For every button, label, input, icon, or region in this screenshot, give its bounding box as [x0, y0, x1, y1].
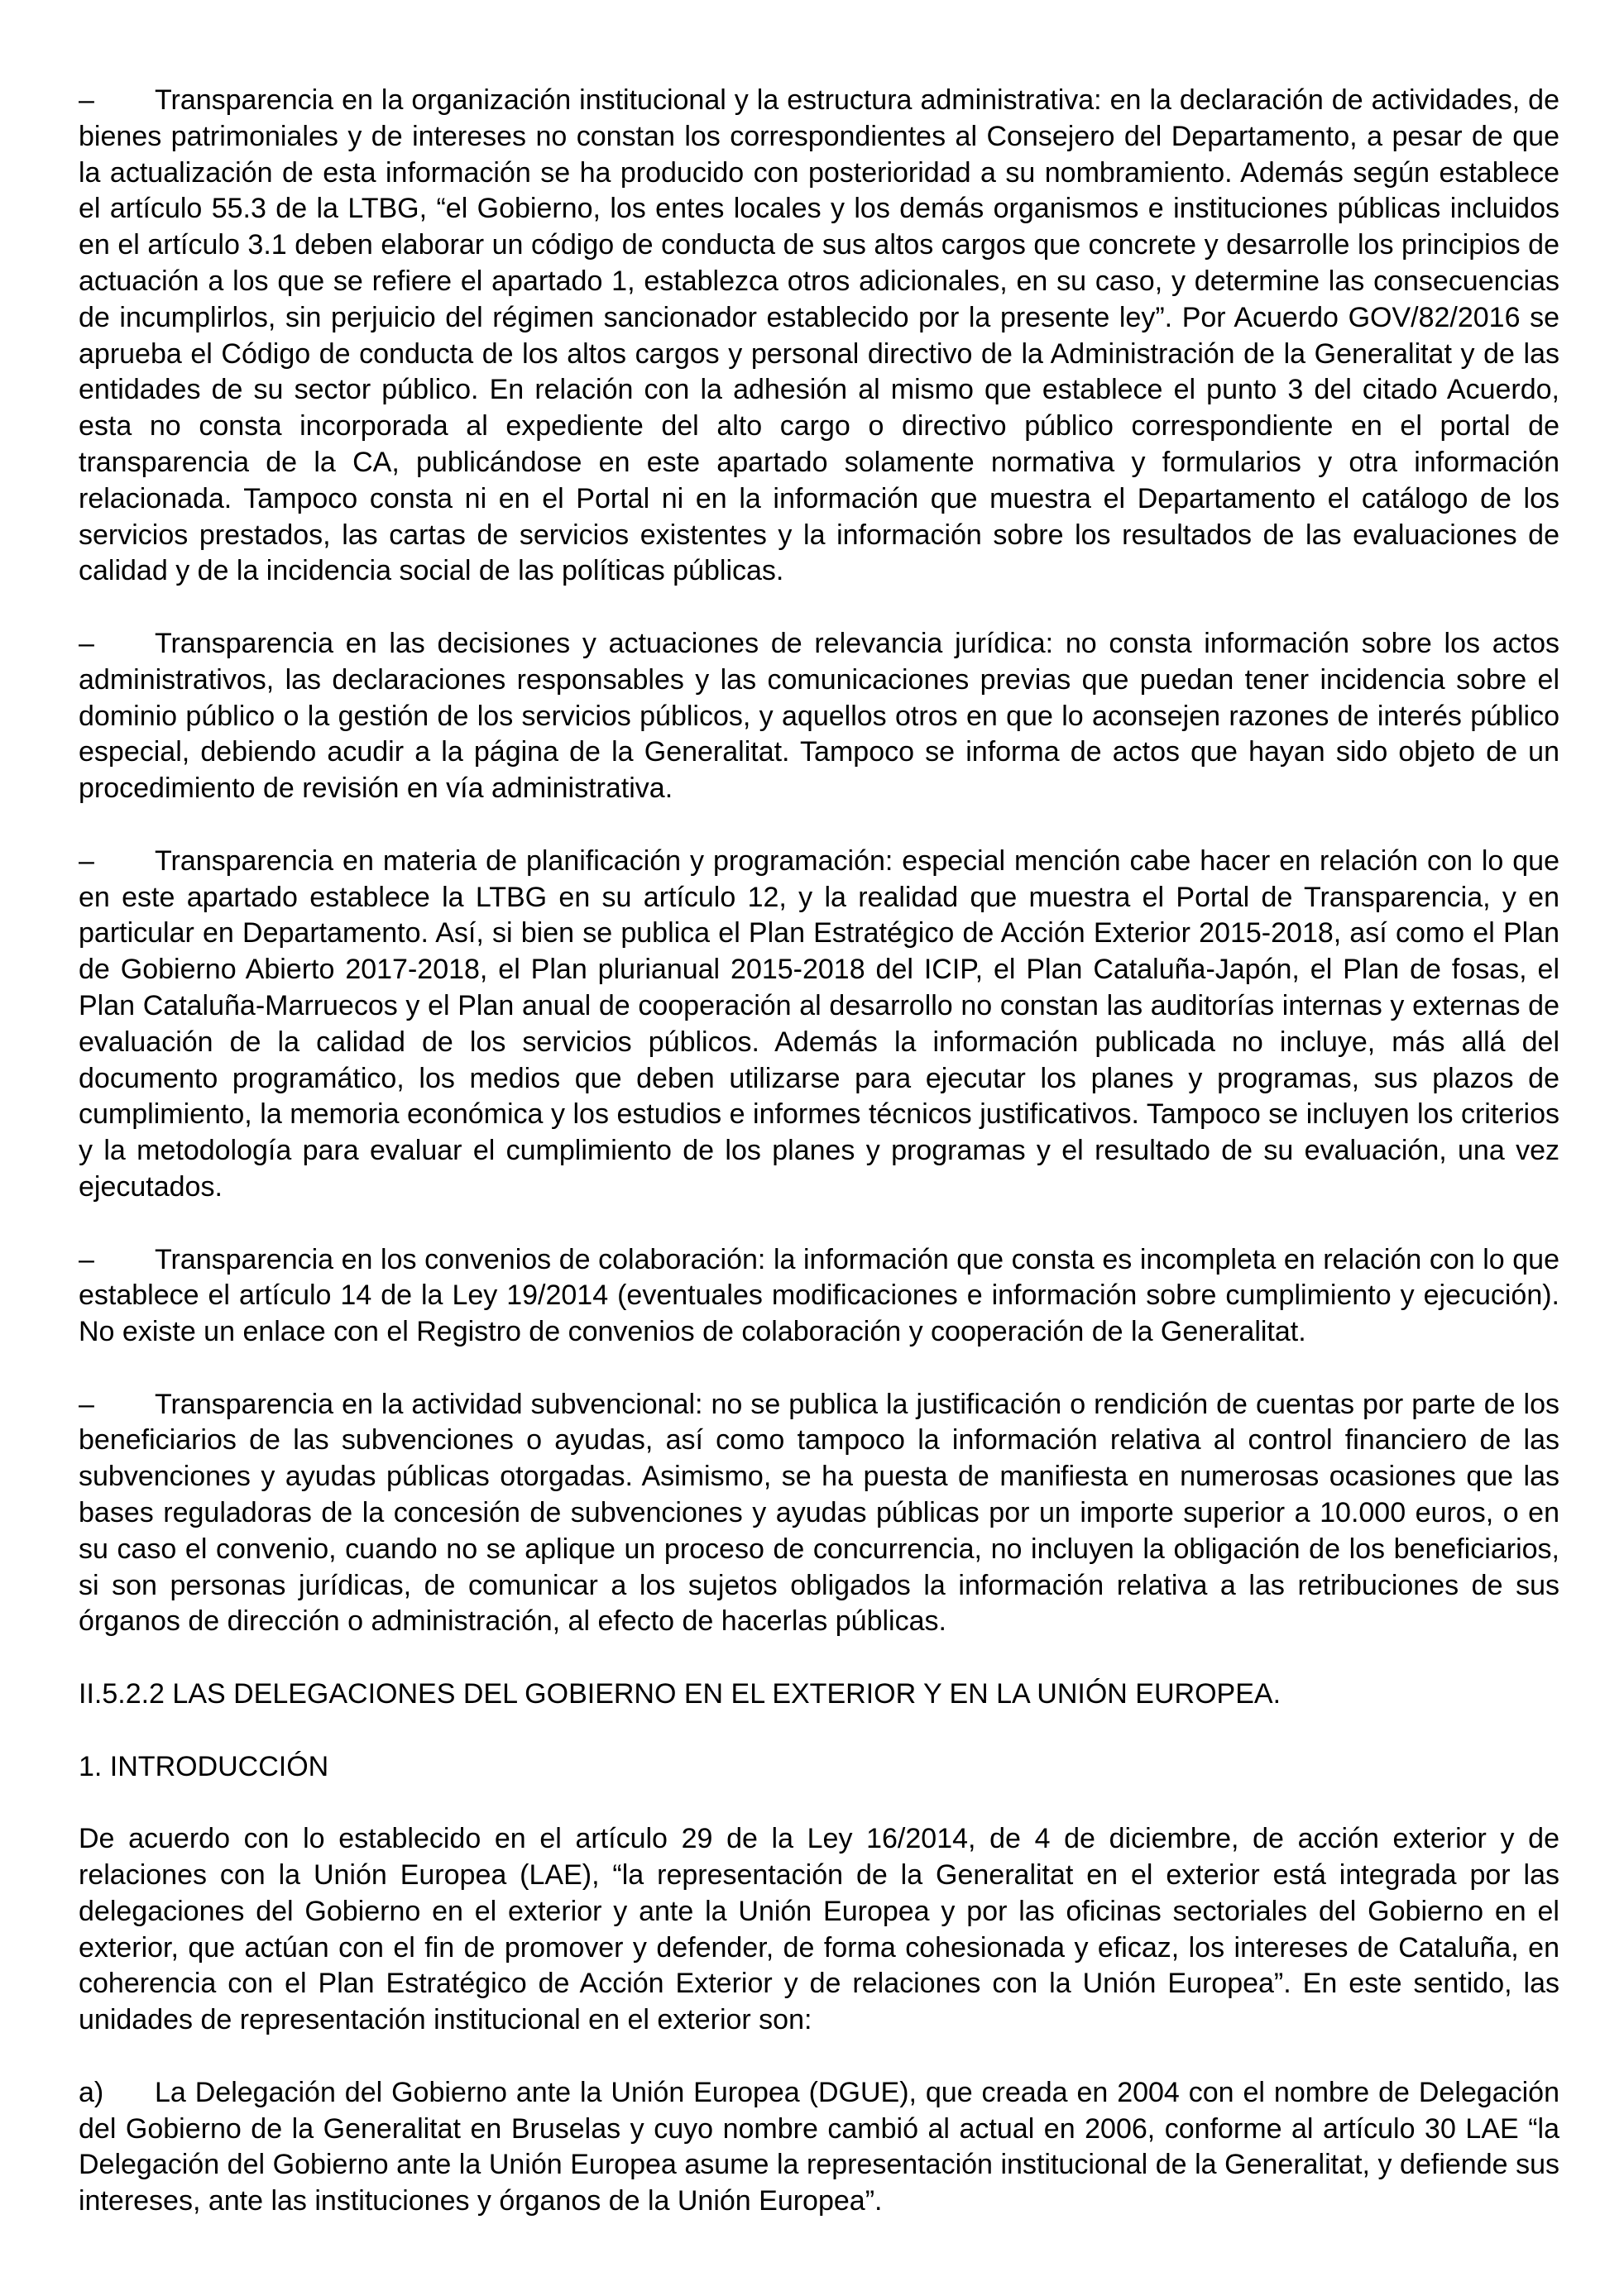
- bullet-paragraph: [79, 1387, 1559, 1641]
- dash-marker: –: [79, 1243, 94, 1275]
- sub-heading: 1. INTRODUCCIÓN: [79, 1750, 329, 1782]
- bullet-paragraph: [79, 844, 1559, 1206]
- paragraph-text: Transparencia en la organización institucional y la estructura administrativa: en la declaración de actividades, de bienes patrimoniales y de intereses no constan los correspondientes al Consejero del Departamento, a pesar de que la actualización de esta información se ha producido con posterioridad a su nombramiento. Además según establece el artículo 55.3 de la LTBG, “el Gobierno, los entes locales y los demás organismos e instituciones públicas incluidos en el artículo 3.1 deben elaborar un código de conducta de sus altos cargos que concrete y desarrolle los principios de actuación a los que se refiere el apartado 1, establezca otros adicionales, en su caso, y determine las consecuencias de incumplirlos, sin perjuicio del régimen sancionador establecido por la presente ley”. Por Acuerdo GOV/82/2016 se aprueba el Código de conducta de los altos cargos y personal directivo de la Administración de la Generalitat y de las entidades de su sector público. En relación con la adhesión al mismo que establece el punto 3 del citado Acuerdo, esta no consta incorporada al expediente del alto cargo o directivo público correspondiente en el portal de transparencia de la CA, publicándose en este apartado solamente normativa y formularios y otra información relacionada. Tampoco consta ni en el Portal ni en la información que muestra el Departamento el catálogo de los servicios prestados, las cartas de servicios existentes y la información sobre los resultados de las evaluaciones de calidad y de la incidencia social de las políticas públicas.: [79, 84, 1559, 587]
- section-heading: II.5.2.2 LAS DELEGACIONES DEL GOBIERNO EN EL EXTERIOR Y EN LA UNIÓN EUROPEA.: [79, 1678, 1281, 1710]
- document-page: [79, 83, 1559, 2256]
- paragraph-text: Transparencia en la actividad subvencional: no se publica la justificación o rendición de cuentas por parte de los beneficiarios de las subvenciones o ayudas, así como tampoco la información relativa al control financiero de las subvenciones y ayudas públicas otorgadas. Asimismo, se ha puesta de manifiesta en numerosas ocasiones que las bases reguladoras de la concesión de subvenciones y ayudas públicas por un importe superior a 10.000 euros, o en su caso el convenio, cuando no se aplique un proceso de concurrencia, no incluyen la obligación de los beneficiarios, si son personas jurídicas, de comunicar a los sujetos obligados la información relativa a las retribuciones de sus órganos de dirección o administración, al efecto de hacerlas públicas.: [79, 1388, 1559, 1638]
- list-item-a: [79, 2075, 1559, 2220]
- dash-marker: –: [79, 1388, 94, 1420]
- bullet-paragraph: [79, 83, 1559, 590]
- paragraph-text: Transparencia en materia de planificación y programación: especial mención cabe hacer en relación con lo que en este apartado establece la LTBG en su artículo 12, y la realidad que muestra el Portal de Transparencia, y en particular en Departamento. Así, si bien se publica el Plan Estratégico de Acción Exterior 2015-2018, así como el Plan de Gobierno Abierto 2017-2018, el Plan plurianual 2015-2018 del ICIP, el Plan Cataluña-Japón, el Plan de fosas, el Plan Cataluña-Marruecos y el Plan anual de cooperación al desarrollo no constan las auditorías internas y externas de evaluación de la calidad de los servicios públicos. Además la información publicada no incluye, más allá del documento programático, los medios que deben utilizarse para ejecutar los planes y programas, sus plazos de cumplimiento, la memoria económica y los estudios e informes técnicos justificativos. Tampoco se incluyen los criterios y la metodología para evaluar el cumplimiento de los planes y programas y el resultado de su evaluación, una vez ejecutados.: [79, 844, 1559, 1203]
- paragraph-text: La Delegación del Gobierno ante la Unión Europea (DGUE), que creada en 2004 con el nombre de Delegación del Gobierno de la Generalitat en Bruselas y cuyo nombre cambió al actual en 2006, conforme al artículo 30 LAE “la Delegación del Gobierno ante la Unión Europea asume la representación institucional de la Generalitat, y defiende sus intereses, ante las instituciones y órganos de la Unión Europea”.: [79, 2076, 1559, 2217]
- item-marker: a): [79, 2076, 104, 2108]
- paragraph-text: Transparencia en los convenios de colaboración: la información que consta es incompleta en relación con lo que establece el artículo 14 de la Ley 19/2014 (eventuales modificaciones e información sobre cumplimiento y ejecución). No existe un enlace con el Registro de convenios de colaboración y cooperación de la Generalitat.: [79, 1243, 1559, 1348]
- dash-marker: –: [79, 627, 94, 659]
- paragraph-text: Transparencia en las decisiones y actuaciones de relevancia jurídica: no consta información sobre los actos administrativos, las declaraciones responsables y las comunicaciones previas que puedan tener incidencia sobre el dominio público o la gestión de los servicios públicos, y aquellos otros en que lo aconsejen razones de interés público especial, debiendo acudir a la página de la Generalitat. Tampoco se informa de actos que hayan sido objeto de un procedimiento de revisión en vía administrativa.: [79, 627, 1559, 805]
- bullet-paragraph: [79, 1242, 1559, 1351]
- dash-marker: –: [79, 844, 94, 877]
- dash-marker: –: [79, 84, 94, 116]
- bullet-paragraph: [79, 626, 1559, 807]
- intro-paragraph: De acuerdo con lo establecido en el artículo 29 de la Ley 16/2014, de 4 de diciembre, de acción exterior y de relaciones con la Unión Europea (LAE), “la representación de la Generalitat en el exterior está integrada por las delegaciones del Gobierno en el exterior y ante la Unión Europea y por las oficinas sectoriales del Gobierno en el exterior, que actúan con el fin de promover y defender, de forma cohesionada y eficaz, los intereses de Cataluña, en coherencia con el Plan Estratégico de Acción Exterior y de relaciones con la Unión Europea”. En este sentido, las unidades de representación institucional en el exterior son:: [79, 1823, 1559, 2036]
